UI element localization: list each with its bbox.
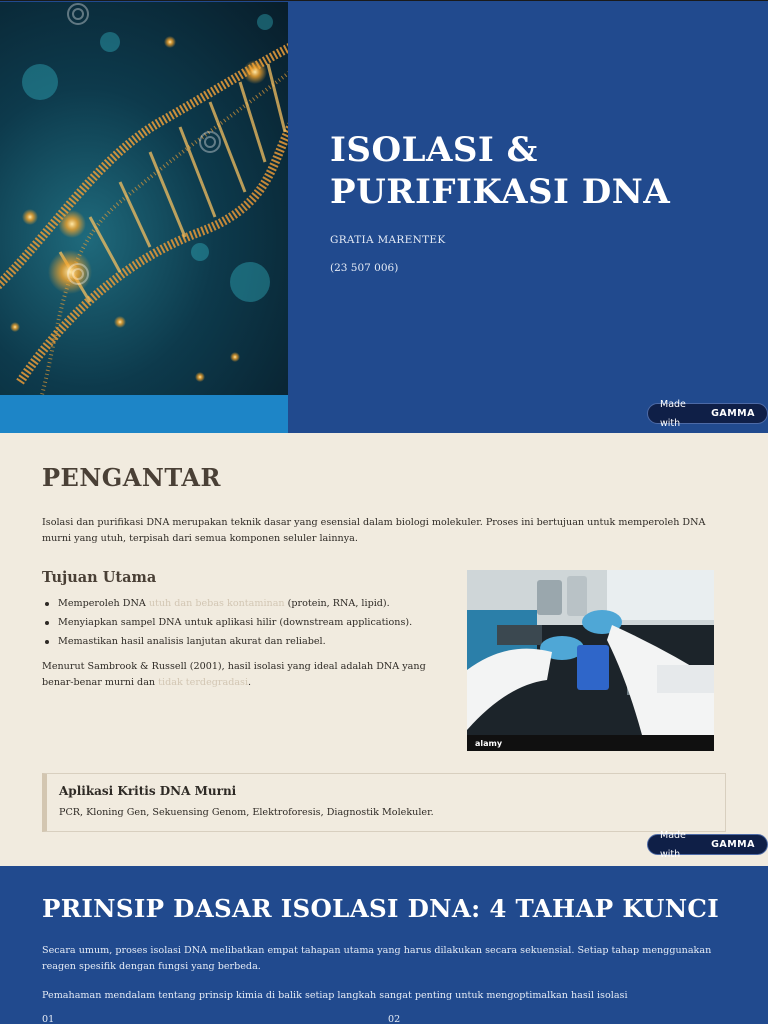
list-item: Menyiapkan sampel DNA untuk aplikasi hilir (downstream applications). [42, 616, 452, 629]
critical-applications-callout [42, 773, 726, 832]
highlight-text: utuh dan bebas kontaminan [148, 598, 285, 609]
made-with-gamma-button[interactable] [647, 829, 768, 860]
presentation-title [330, 129, 750, 213]
title-line-1: ISOLASI & [330, 130, 538, 170]
lab-photo [467, 570, 714, 751]
step-number-2: 02 [388, 1014, 401, 1024]
title-line-2: PURIFIKASI DNA [330, 172, 671, 212]
step-number-1: 01 [42, 1014, 55, 1024]
made-with-gamma-button[interactable] [647, 398, 768, 429]
intro-paragraph: Isolasi dan purifikasi DNA merupakan teknik dasar yang esensial dalam biologi molekuler. Proses ini bertujuan untuk memperoleh DNA murni yang utuh, terpisah dari semua komponen seluler lainnya. [42, 517, 706, 544]
reference-text: Menurut Sambrook & Russell (2001), hasil isolasi yang ideal adalah DNA yang benar-benar murni dan [42, 661, 426, 688]
introduction-slide [0, 433, 768, 866]
section-subheading: Tujuan Utama [42, 569, 157, 586]
highlight-text: tidak terdegradasi [158, 677, 249, 688]
gamma-logo: GAMMA [711, 408, 755, 419]
student-id: (23 507 006) [330, 262, 399, 274]
callout-title: Aplikasi Kritis DNA Murni [59, 784, 237, 798]
author-name: GRATIA MARENTEK [330, 234, 446, 246]
made-with-label: Made with [660, 829, 686, 860]
dna-helix-icon [0, 2, 288, 395]
principles-slide [0, 866, 768, 1024]
principles-paragraph-1: Secara umum, proses isolasi DNA melibatkan empat tahapan utama yang harus dilakukan secara sekuensial. Setiap tahap menggunakan reagen spesifik dengan fungsi yang berbeda. [42, 945, 712, 972]
slide-heading: PRINSIP DASAR ISOLASI DNA: 4 TAHAP KUNCI [42, 894, 719, 923]
principles-paragraph-2: Pemahaman mendalam tentang prinsip kimia di balik setiap langkah sangat penting untuk mengoptimalkan hasil isolasi [42, 990, 628, 1001]
reference-paragraph [42, 659, 452, 691]
callout-body: PCR, Kloning Gen, Sekuensing Genom, Elektroforesis, Diagnostik Molekuler. [59, 807, 434, 818]
lab-scientist-image-icon [467, 570, 714, 751]
lab-image-watermark: alamy [475, 739, 503, 748]
list-item: Memastikan hasil analisis lanjutan akurat dan reliabel. [42, 635, 452, 648]
bullet-text: Memperoleh DNA [58, 598, 149, 609]
list-item [42, 597, 452, 610]
objectives-list [42, 597, 452, 654]
reference-text: . [248, 677, 252, 688]
hero-image-bottom-strip [0, 395, 288, 434]
bullet-text: (protein, RNA, lipid). [284, 598, 390, 609]
made-with-label: Made with [660, 398, 686, 429]
dna-helix-image [0, 2, 288, 395]
slide-heading: PENGANTAR [42, 463, 221, 492]
title-slide [0, 0, 768, 433]
gamma-logo: GAMMA [711, 839, 755, 850]
